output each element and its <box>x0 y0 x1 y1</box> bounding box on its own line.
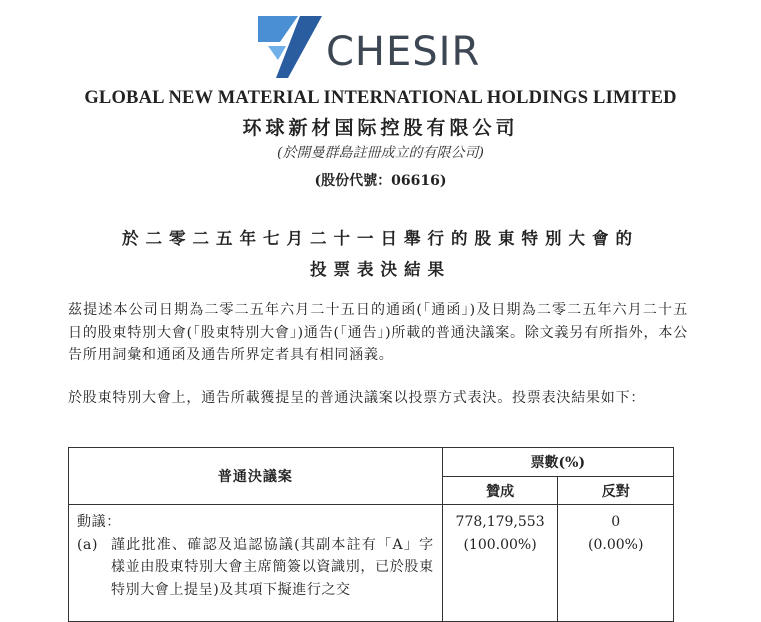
stock-code: (股份代號：06616) <box>314 173 447 189</box>
header-for: 贊成 <box>442 477 558 505</box>
against-cell <box>558 505 674 622</box>
incorporation-note: (於開曼群島註冊成立的有限公司) <box>277 145 484 161</box>
logo-wordmark: CHESIR <box>326 29 481 75</box>
voting-paragraph: 於股東特別大會上，通告所載獲提呈的普通決議案以投票方式表決。投票表決結果如下： <box>68 390 646 406</box>
for-count: 778,179,553 <box>455 514 545 530</box>
announcement-title-line2: 投票表決結果 <box>310 260 451 279</box>
for-cell <box>442 505 558 622</box>
company-name-english: GLOBAL NEW MATERIAL INTERNATIONAL HOLDINGS LIMITED <box>84 88 677 108</box>
for-percentage: (100.00%) <box>463 536 537 553</box>
against-percentage: (0.00%) <box>588 536 644 553</box>
header-votes: 票數(%) <box>442 448 673 477</box>
logo-mark-icon <box>258 16 322 78</box>
resolution-item <box>77 534 434 602</box>
item-label: (a) <box>77 536 99 553</box>
against-count: 0 <box>611 514 621 530</box>
resolution-cell <box>69 505 443 622</box>
header-against: 反對 <box>558 477 674 505</box>
intro-paragraph: 茲提述本公司日期為二零二五年六月二十五日的通函(「通函」)及日期為二零二五年六月二十五日的股東特別大會(「股東特別大會」)通告(「通告」)所載的普通決議案。除文義另有所指外，本公告所用詞彙和通函及通告所界定者具有相同涵義。 <box>68 302 688 363</box>
table-row <box>69 505 674 622</box>
motion-label: 動議： <box>77 514 121 530</box>
header-resolution: 普通決議案 <box>69 448 443 505</box>
table-header-row <box>69 448 674 477</box>
announcement-title-line1: 於二零二五年七月二十一日舉行的股東特別大會的 <box>122 229 639 248</box>
item-text: 謹此批准、確認及追認協議(其副本註有「A」字樣並由股東特別大會主席簡簽以資識別，已於股東特別大會上提呈)及其項下擬進行之交 <box>111 536 434 598</box>
poll-results-table <box>68 447 674 622</box>
company-name-chinese: 环球新材国际控股有限公司 <box>242 117 519 139</box>
company-logo <box>258 16 518 82</box>
